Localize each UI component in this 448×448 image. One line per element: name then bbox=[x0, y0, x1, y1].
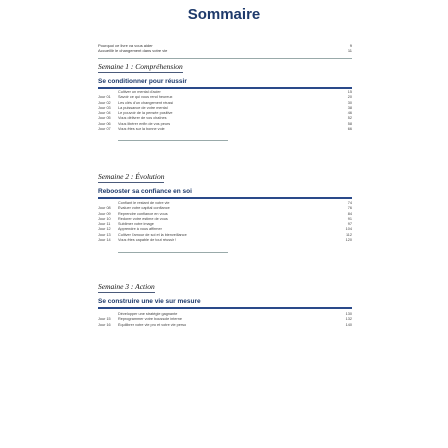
week-1-heading: Semaine 1 : Compréhension bbox=[98, 62, 183, 71]
intro-item-label: Accueillir le changement dans votre vie bbox=[98, 47, 168, 53]
week-2-heading: Semaine 2 : Évolution bbox=[98, 172, 165, 181]
lesson-item[interactable]: Jour 16 Équilibrer votre vie pro et votre vie perso 140 bbox=[98, 322, 352, 327]
lesson-item[interactable]: Jour 13 Cultiver l'amour de soi et la bienveillance 112 bbox=[98, 232, 352, 237]
week-1-lessons bbox=[98, 90, 352, 132]
intro-item-page: 11 bbox=[347, 47, 352, 53]
lesson-item[interactable]: Confiant le restant de votre vie 74 bbox=[118, 201, 352, 205]
intro-item[interactable] bbox=[98, 49, 352, 54]
lesson-item[interactable]: Jour 04 Le pouvoir de la pensée positive 46 bbox=[98, 111, 352, 116]
lesson-item[interactable]: Jour 09 Reprendre confiance en vous 84 bbox=[98, 211, 352, 216]
week-3-lessons bbox=[98, 312, 352, 328]
week-3-theme: Se construire une vie sur mesure bbox=[98, 298, 201, 305]
lesson-item[interactable]: Jour 15 Reprogrammer votre boussole interne 132 bbox=[98, 317, 352, 322]
lesson-item[interactable]: Jour 08 Évaluer votre capital confiance 76 bbox=[98, 206, 352, 211]
divider bbox=[118, 140, 228, 141]
lesson-item[interactable]: Jour 01 Savoir ce qui vous rend heureux 20 bbox=[98, 95, 352, 100]
lesson-item[interactable]: Jour 03 La puissance de votre mental 38 bbox=[98, 105, 352, 110]
intro-item-label: Pourquoi ce livre va vous aider bbox=[98, 43, 153, 48]
lesson-item[interactable]: Jour 05 Vous délivrer de vos chaînes 52 bbox=[98, 116, 352, 121]
lesson-item[interactable]: Jour 12 Apprendre à vous affirmer 104 bbox=[98, 227, 352, 232]
week-2-theme: Rebooster sa confiance en soi bbox=[98, 188, 192, 195]
theme-rule bbox=[98, 87, 352, 89]
week-3-heading: Semaine 3 : Action bbox=[98, 282, 155, 291]
intro-item-page: 9 bbox=[349, 43, 352, 48]
intro-list bbox=[98, 44, 352, 53]
lesson-item[interactable]: Jour 11 Sublimer votre image 97 bbox=[98, 222, 352, 227]
lesson-item[interactable]: Cultiver un mental d'acier 15 bbox=[118, 90, 352, 94]
lesson-item[interactable]: Jour 07 Vous êtes sur la bonne voie 66 bbox=[98, 127, 352, 132]
divider bbox=[118, 252, 228, 253]
theme-rule bbox=[98, 197, 352, 199]
lesson-item[interactable]: Jour 10 Redorer votre estime de vous 91 bbox=[98, 216, 352, 221]
week-1-theme: Se conditionner pour réussir bbox=[98, 78, 187, 85]
lesson-item[interactable]: Jour 06 Vous libérer enfin de vos peurs 58 bbox=[98, 121, 352, 126]
lesson-item[interactable]: Jour 02 Les clés d'un changement réussi 30 bbox=[98, 100, 352, 105]
theme-rule bbox=[98, 307, 352, 309]
lesson-item[interactable]: Développer une stratégie gagnante 130 bbox=[118, 312, 352, 316]
divider bbox=[98, 58, 352, 59]
page-title: Sommaire bbox=[187, 6, 261, 23]
week-2-lessons bbox=[98, 201, 352, 243]
lesson-item[interactable]: Jour 14 Vous êtes capable de tout réussir ! 120 bbox=[98, 238, 352, 243]
